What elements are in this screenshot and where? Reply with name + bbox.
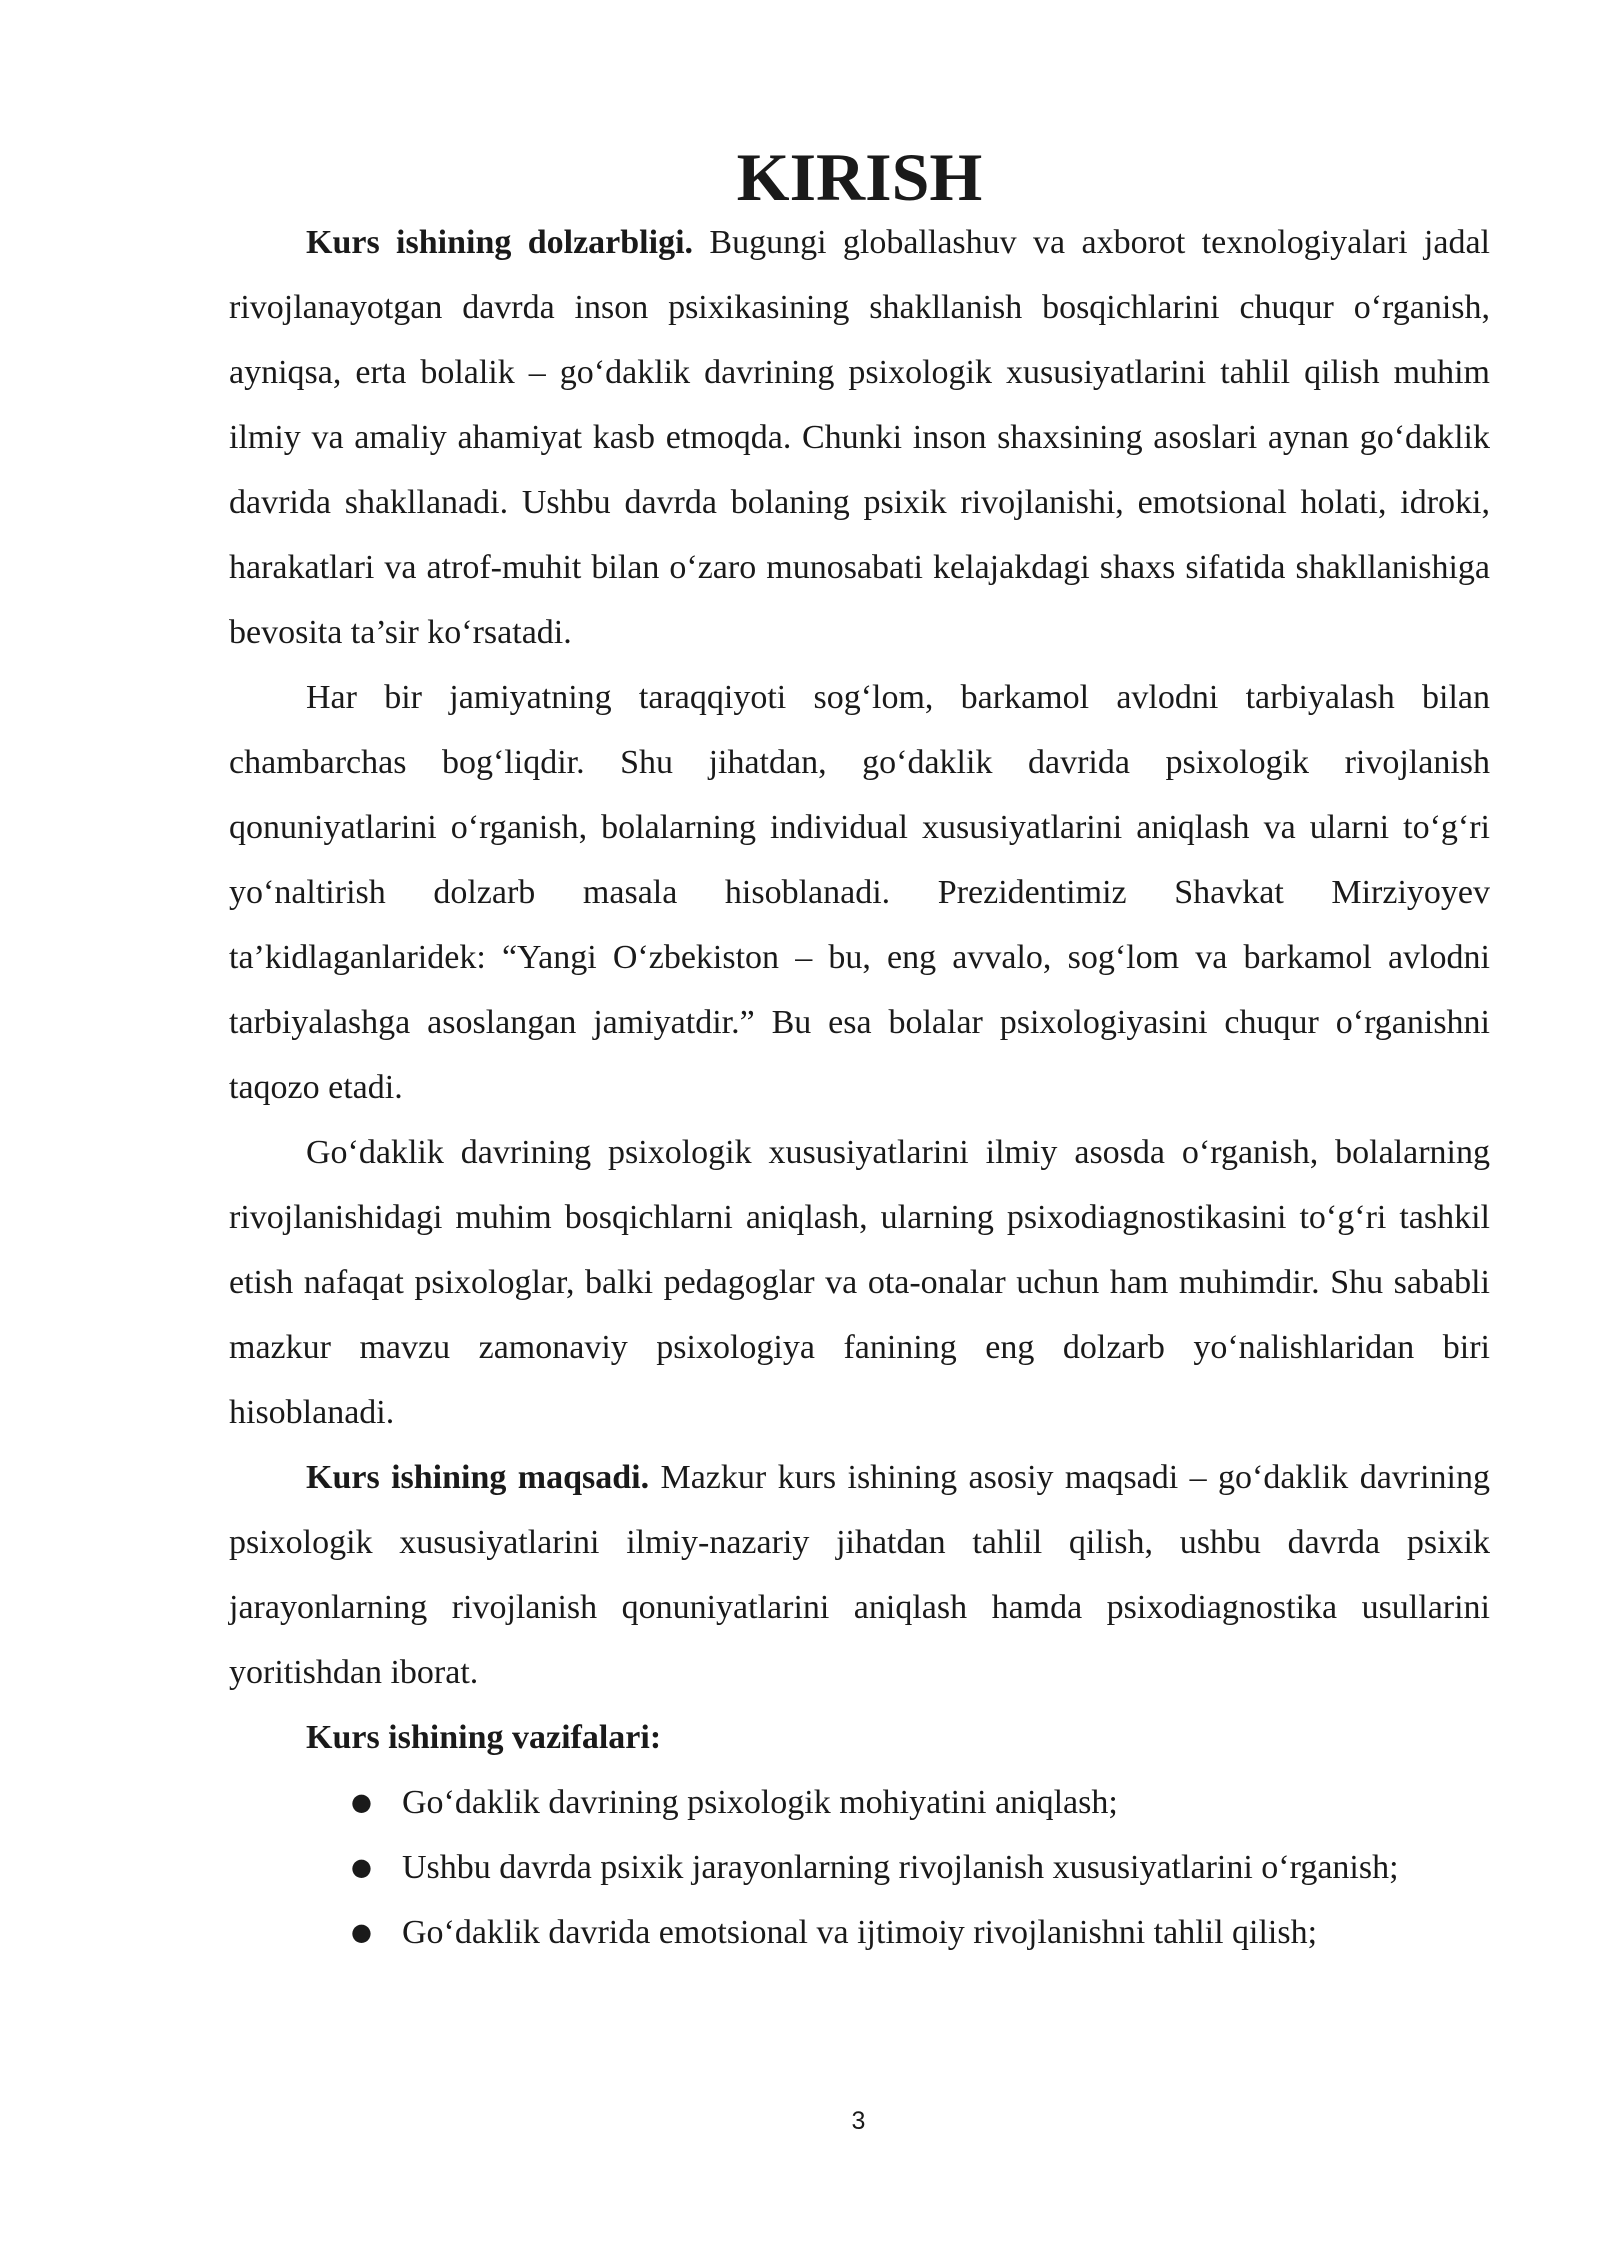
paragraph-text: Mazkur kurs ishining asosiy maqsadi – go‘daklik davrining psixologik xususiyatlarini ilmiy-nazariy jihatdan tahlil qilish, ushbu davrda psixik jarayonlarning rivojlanish qonuniyatlarini aniqlash hamda psixodiagnostika usullarini yoritishdan iborat. [229,1459,1491,1691]
tasks-title: Kurs ishining vazifalari: [306,1719,662,1756]
bullet-icon: ● [351,1918,372,1946]
paragraph-lead: Kurs ishining maqsadi. [306,1459,650,1496]
paragraph-society [229,665,1490,1120]
paragraph-importance [229,1120,1490,1445]
section-heading: KIRISH [736,139,983,215]
bullet-icon: ● [351,1788,372,1816]
task-text: Go‘daklik davrida emotsional va ijtimoiy rivojlanishni tahlil qilish; [402,1914,1318,1951]
paragraph-goal [229,1445,1490,1705]
task-item [229,1770,1490,1835]
paragraph-text: Go‘daklik davrining psixologik xususiyatlarini ilmiy asosda o‘rganish, bolalarning rivojlanishidagi muhim bosqichlarni aniqlash, ularning psixodiagnostikasini to‘g‘ri tashkil etish nafaqat psixologlar, balki pedagoglar va ota-onalar uchun ham muhimdir. Shu sababli mazkur mavzu zamonaviy psixologiya fanining eng dolzarb yo‘nalishlaridan biri hisoblanadi. [229,1134,1490,1431]
task-text: Ushbu davrda psixik jarayonlarning rivojlanish xususiyatlarini o‘rganish; [402,1849,1399,1886]
paragraph-relevance [229,210,1490,665]
tasks-list [229,1770,1490,1965]
document-page [229,139,1491,1965]
paragraph-lead: Kurs ishining dolzarbligi. [306,224,694,261]
paragraph-text: Har bir jamiyatning taraqqiyoti sog‘lom, barkamol avlodni tarbiyalash bilan chambarchas bog‘liqdir. Shu jihatdan, go‘daklik davrida psixologik rivojlanish qonuniyatlarini o‘rganish, bolalarning individual xususiyatlarini aniqlash va ularni to‘g‘ri yo‘naltirish dolzarb masala hisoblanadi. Prezidentimiz Shavkat Mirziyoyev ta’kidlaganlaridek: “Yangi O‘zbekiston – bu, eng avvalo, sog‘lom va barkamol avlodni tarbiyalashga asoslangan jamiyatdir.” Bu esa bolalar psixologiyasini chuqur o‘rganishni taqozo etadi. [229,679,1490,1106]
task-item [229,1900,1490,1965]
paragraph-text: Bugungi globallashuv va axborot texnologiyalari jadal rivojlanayotgan davrda inson psixikasining shakllanish bosqichlarini chuqur o‘rganish, ayniqsa, erta bolalik – go‘daklik davrining psixologik xususiyatlarini tahlil qilish muhim ilmiy va amaliy ahamiyat kasb etmoqda. Chunki inson shaxsining asoslari aynan go‘daklik davrida shakllanadi. Ushbu davrda bolaning psixik rivojlanishi, emotsional holati, idroki, harakatlari va atrof-muhit bilan o‘zaro munosabati kelajakdagi shaxs sifatida shakllanishiga bevosita ta’sir ko‘rsatadi. [229,224,1490,651]
bullet-icon: ● [351,1853,372,1881]
task-text: Go‘daklik davrining psixologik mohiyatini aniqlash; [402,1784,1118,1821]
page-number: 3 [851,2107,866,2135]
task-item [229,1835,1490,1900]
